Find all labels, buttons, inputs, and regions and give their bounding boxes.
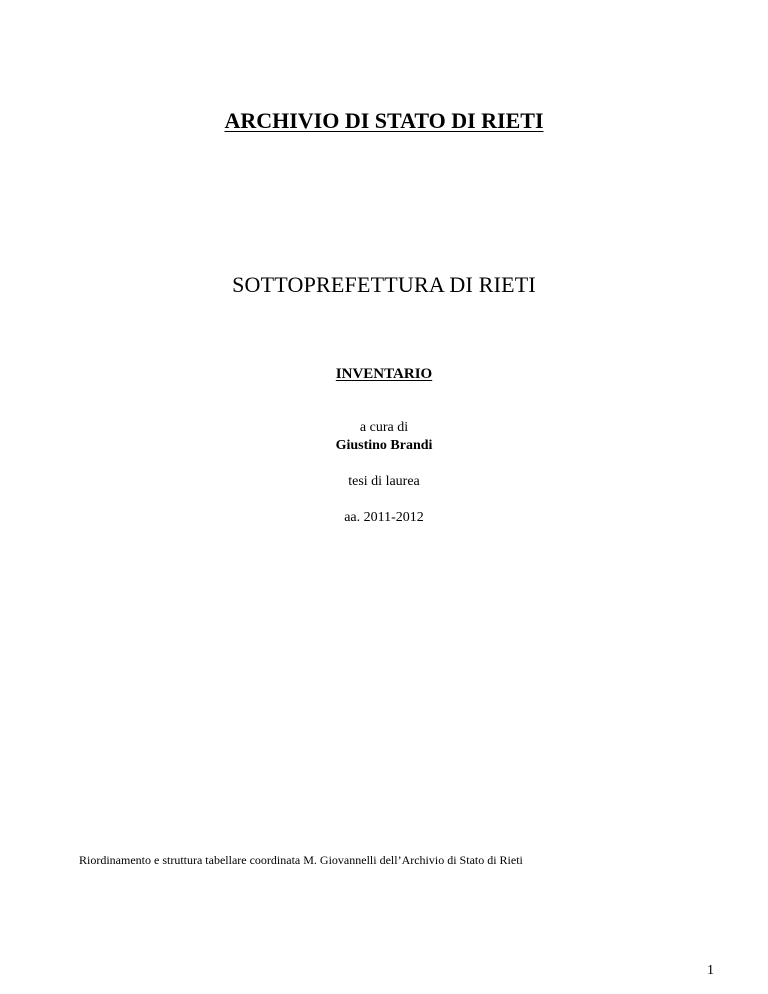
thesis-label: tesi di laurea [348, 474, 420, 489]
page-number: 1 [707, 963, 714, 978]
author-name: Giustino Brandi [335, 438, 433, 453]
document-subtitle: SOTTOPREFETTURA DI RIETI [232, 272, 536, 297]
curated-by-label: a cura di [359, 420, 409, 435]
document-title: ARCHIVIO DI STATO DI RIETI [224, 108, 544, 133]
footer-note: Riordinamento e struttura tabellare coordinata M. Giovannelli dell’Archivio di Stato di Rieti [79, 853, 523, 867]
inventory-heading: INVENTARIO [335, 366, 433, 382]
academic-year: aa. 2011-2012 [344, 510, 424, 525]
